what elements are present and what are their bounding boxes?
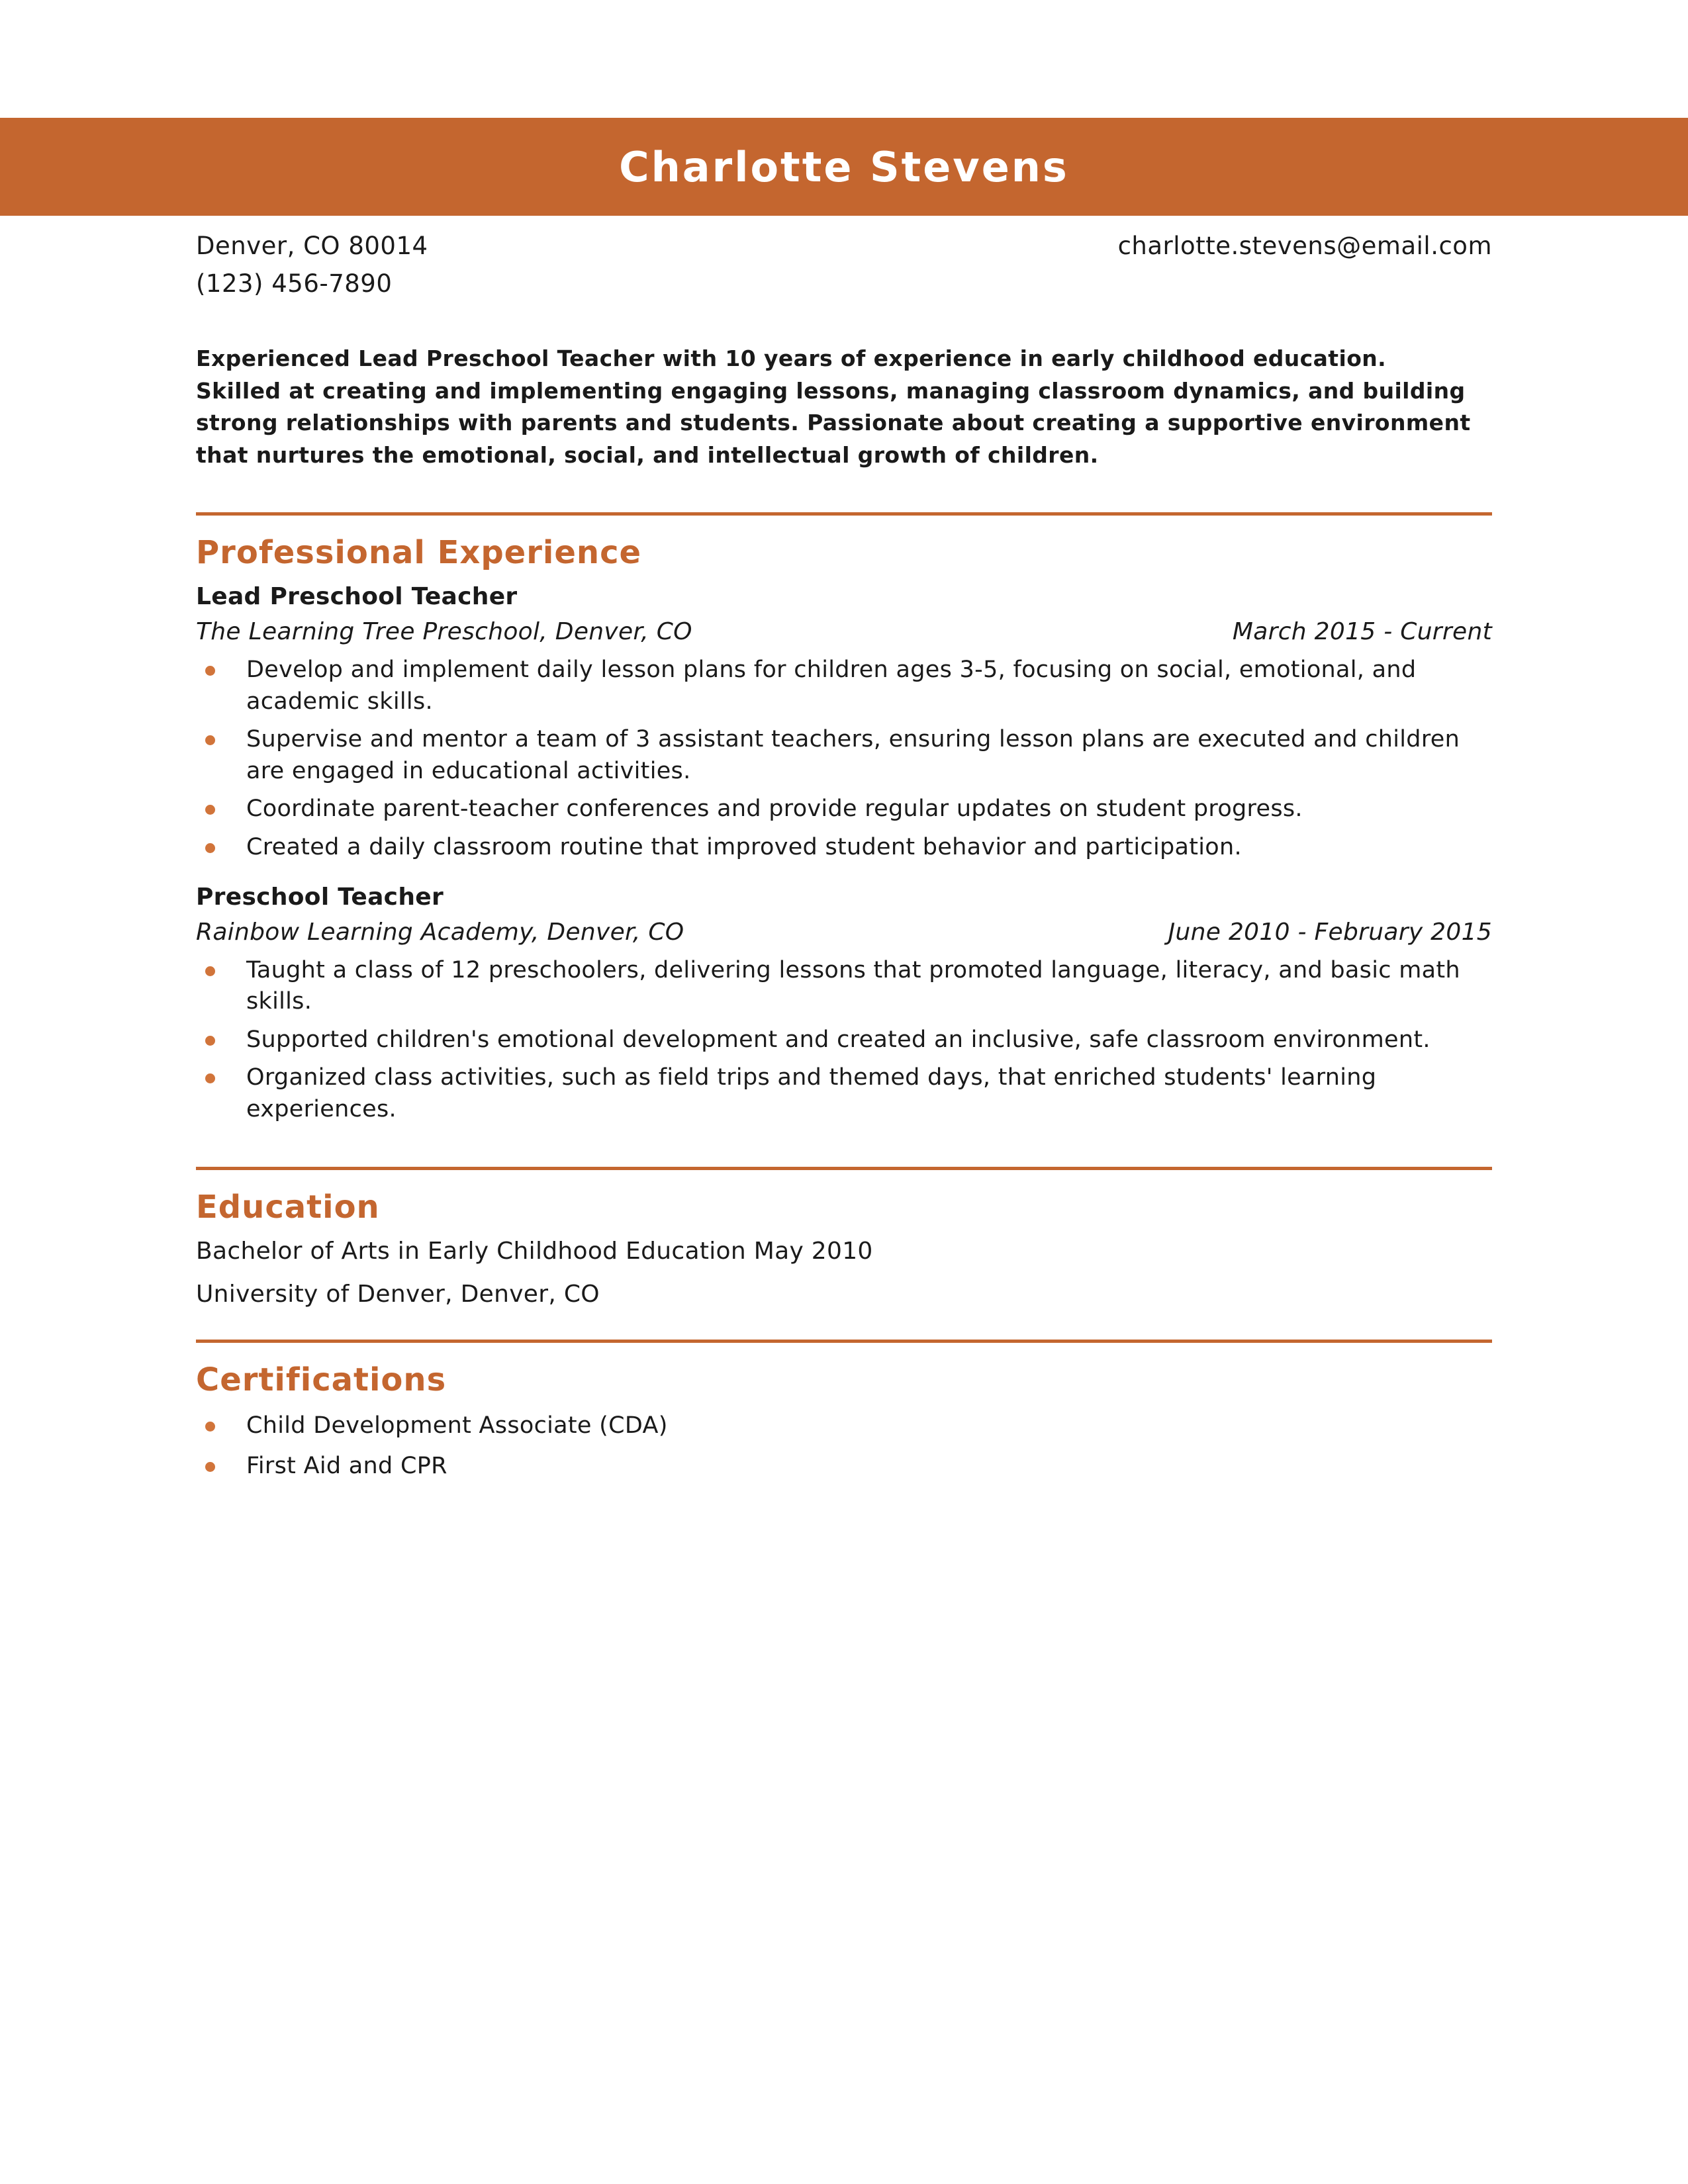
resume-content bbox=[196, 232, 1492, 1492]
list-item: Coordinate parent-teacher conferences and provide regular updates on student progress. bbox=[196, 794, 1492, 825]
job-bullet-list bbox=[196, 955, 1492, 1126]
list-item: Organized class activities, such as field trips and themed days, that enriched students' learning experiences. bbox=[196, 1062, 1492, 1125]
job-title: Lead Preschool Teacher bbox=[196, 583, 518, 610]
education-school: University of Denver, Denver, CO bbox=[196, 1280, 600, 1308]
section-title-experience: Professional Experience bbox=[196, 534, 642, 571]
list-item: Child Development Associate (CDA) bbox=[196, 1410, 1492, 1442]
list-item: First Aid and CPR bbox=[196, 1451, 1492, 1482]
list-item: Taught a class of 12 preschoolers, delivering lessons that promoted language, literacy, and basic math skills. bbox=[196, 955, 1492, 1018]
job-employer: Rainbow Learning Academy, Denver, CO bbox=[196, 918, 684, 946]
education-degree: Bachelor of Arts in Early Childhood Education May 2010 bbox=[196, 1237, 873, 1265]
experience-entry bbox=[196, 884, 1492, 1126]
section-title-education: Education bbox=[196, 1188, 380, 1226]
summary-paragraph: Experienced Lead Preschool Teacher with 10 years of experience in early childhood education. Skilled at creating and implementing engaging lessons, managing classroom dynamics, and building strong relationships with parents and students. Passionate about creating a supportive environment that nurtures the emotional, social, and intellectual growth of children. bbox=[196, 345, 1471, 468]
section-divider-education bbox=[196, 1167, 1492, 1170]
job-meta bbox=[196, 919, 1492, 946]
job-dates: June 2010 - February 2015 bbox=[1168, 918, 1492, 946]
list-item: Supported children's emotional development and created an inclusive, safe classroom environment. bbox=[196, 1024, 1492, 1056]
job-meta bbox=[196, 618, 1492, 645]
list-item: Supervise and mentor a team of 3 assistant teachers, ensuring lesson plans are executed and children are engaged in educational activities. bbox=[196, 724, 1492, 787]
job-dates: March 2015 - Current bbox=[1232, 618, 1492, 645]
certifications-list bbox=[196, 1410, 1492, 1482]
contact-location: Denver, CO 80014 bbox=[196, 232, 428, 260]
list-item: Created a daily classroom routine that improved student behavior and participation. bbox=[196, 832, 1492, 864]
job-title: Preschool Teacher bbox=[196, 883, 444, 911]
contact-row bbox=[196, 232, 1492, 260]
page-title: Charlotte Stevens bbox=[619, 142, 1069, 191]
header-banner bbox=[0, 118, 1688, 216]
contact-email[interactable]: charlotte.stevens@email.com bbox=[1117, 232, 1492, 260]
experience-entry bbox=[196, 583, 1492, 864]
list-item: Develop and implement daily lesson plans for children ages 3-5, focusing on social, emotional, and academic skills. bbox=[196, 655, 1492, 717]
section-title-certifications: Certifications bbox=[196, 1361, 447, 1398]
section-divider-certifications bbox=[196, 1340, 1492, 1343]
contact-phone: (123) 456-7890 bbox=[196, 269, 393, 298]
job-employer: The Learning Tree Preschool, Denver, CO bbox=[196, 618, 692, 645]
job-bullet-list bbox=[196, 655, 1492, 864]
section-divider-experience bbox=[196, 512, 1492, 516]
